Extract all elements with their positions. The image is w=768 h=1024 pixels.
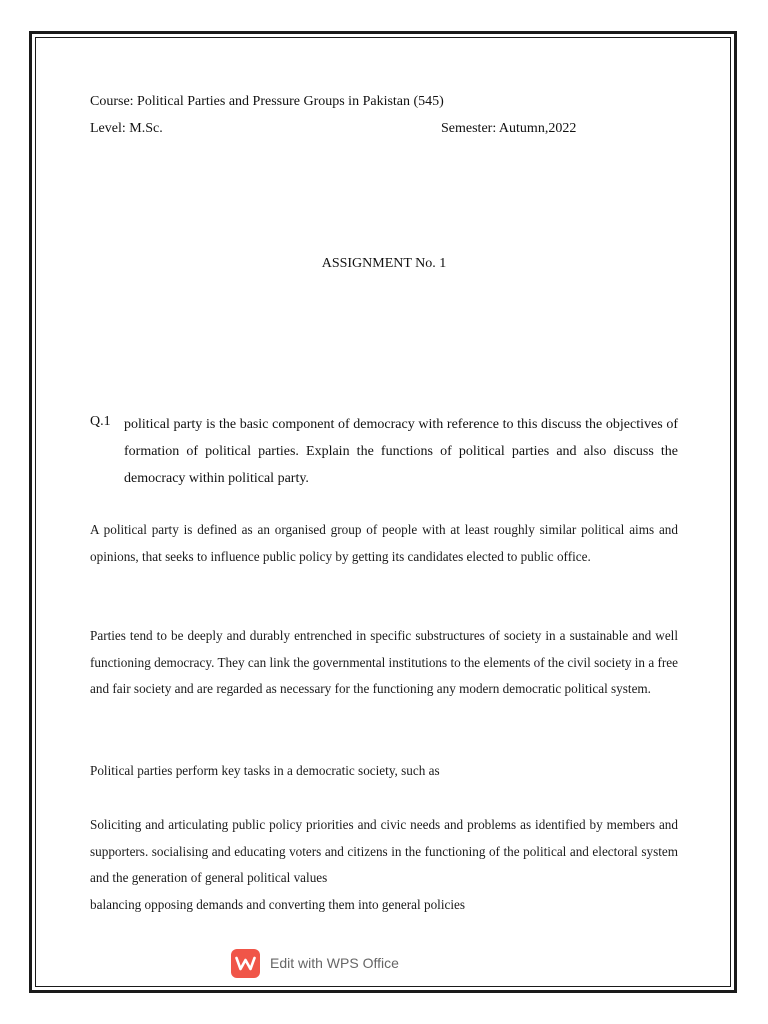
semester-line: Semester: Autumn,2022 [441, 121, 577, 136]
question-number: Q.1 [90, 414, 111, 429]
wps-watermark[interactable] [231, 947, 399, 979]
paragraph-soliciting: Soliciting and articulating public policy priorities and civic needs and problems as identified by members and supporters. socialising and educating voters and citizens in the functioning of the political and electoral system and the generation of general political values [90, 817, 678, 885]
paragraph-balancing: balancing opposing demands and converting them into general policies [90, 897, 466, 912]
question-text: political party is the basic component of democracy with reference to this discuss the objectives of formation of political parties. Explain the functions of political parties and also discuss the democracy within political party. [124, 417, 678, 486]
wps-office-logo-icon [231, 949, 260, 978]
course-line: Course: Political Parties and Pressure Groups in Pakistan (545) [90, 94, 444, 109]
paragraph-definition: A political party is defined as an organised group of people with at least roughly similar political aims and opinions, that seeks to influence public policy by getting its candidates elected to public office. [90, 522, 678, 564]
paragraph-parties-entrenched: Parties tend to be deeply and durably entrenched in specific substructures of society in a sustainable and well functioning democracy. They can link the governmental institutions to the elements of the civil society in a free and fair society and are regarded as necessary for the functioning any modern democratic political system. [90, 628, 678, 696]
paragraph-key-tasks: Political parties perform key tasks in a democratic society, such as [90, 763, 440, 778]
level-line: Level: M.Sc. [90, 121, 163, 136]
wps-watermark-label: Edit with WPS Office [270, 955, 399, 971]
assignment-title: ASSIGNMENT No. 1 [321, 256, 447, 271]
